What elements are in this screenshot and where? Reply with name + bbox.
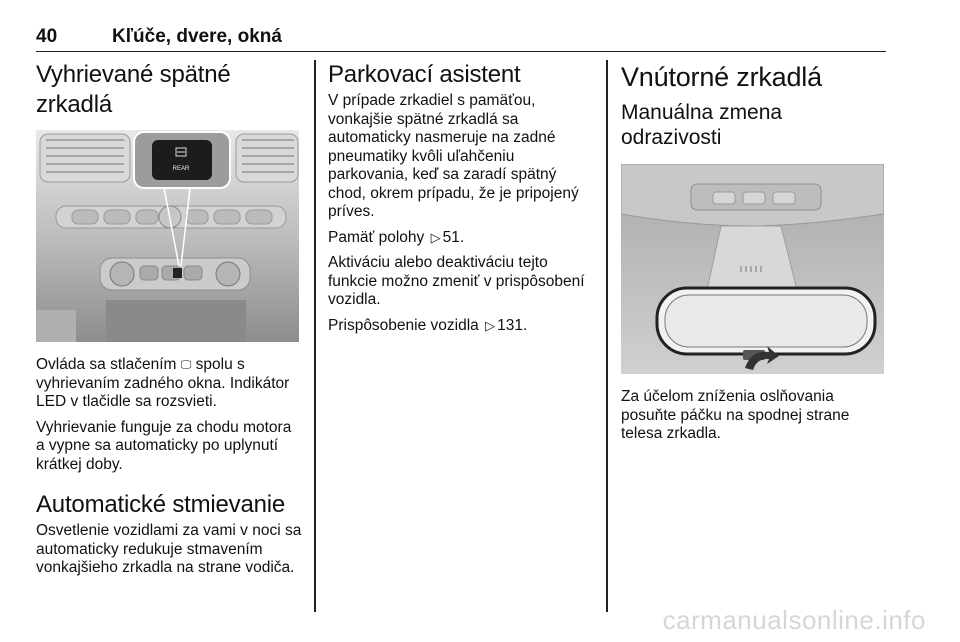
column-divider [314, 60, 316, 612]
section-heading-interior-mirrors: Vnútorné zrkadlá [621, 62, 822, 92]
reference-arrow-icon: ▷ [430, 229, 441, 245]
column-left [36, 60, 304, 578]
paragraph: Za účelom zníženia oslňovania posuňte páčku na spodnej strane telesa zrkadla. [621, 388, 850, 442]
paragraph [36, 356, 304, 412]
chapter-title: Kľúče, dvere, okná [112, 26, 282, 47]
paragraph: Osvetlenie vozidlami za vami v noci sa automaticky redukuje stmavením vonkajšieho zrkadla na strane vodiča. [36, 522, 302, 576]
rear-defrost-icon: 🖵 [180, 359, 192, 371]
page-header [36, 24, 886, 52]
column-right [621, 60, 887, 444]
paragraph: Vyhrievanie funguje za chodu motora a vypne sa automaticky po uplynutí krátkej doby. [36, 418, 292, 473]
section-heading-parking-assist: Parkovací asistent [328, 61, 521, 88]
dashboard-illustration [36, 130, 299, 342]
column-divider [606, 60, 608, 612]
page-number: 40 [36, 26, 58, 47]
rear-button-label: REAR [172, 166, 190, 172]
text-run: spolu s vyhrievaním zadného okna. Indikátor LED v tlačidle sa rozsvieti. [36, 356, 290, 410]
section-heading-auto-dimming: Automatické stmievanie [36, 491, 286, 518]
mirror-image [621, 164, 884, 374]
paragraph [328, 317, 596, 336]
watermark: carmanualsonline.info [662, 605, 926, 635]
link-text: Pamäť polohy [328, 228, 425, 246]
link-text: Prispôsobenie vozidla [328, 316, 479, 334]
text-run: Ovláda sa stlačením [36, 356, 177, 373]
paragraph: Aktiváciu alebo deaktiváciu tejto funkcie možno zmeniť v prispôsobení vozidla. [328, 254, 585, 308]
paragraph: V prípade zrkadiel s pamäťou, vonkajšie spätné zrkadlá sa automaticky nasmeruje na zadné pneumatiky kvôli uľahčeniu parkovania, keď sa zaradí spätný chod, okrem prípadu, že je pripojený príves. [328, 92, 579, 220]
page-reference[interactable]: 131. [497, 316, 528, 334]
subheading-manual-dimming: Manuálna zmena odrazivosti [621, 101, 783, 149]
mirror-illustration [621, 164, 884, 374]
column-middle [328, 60, 596, 335]
reference-arrow-icon: ▷ [485, 317, 496, 333]
section-heading-heated-mirrors: Vyhrievané spätné zrkadlá [36, 61, 231, 118]
paragraph [328, 229, 596, 248]
dashboard-image [36, 130, 299, 342]
page-reference[interactable]: 51. [442, 228, 465, 246]
